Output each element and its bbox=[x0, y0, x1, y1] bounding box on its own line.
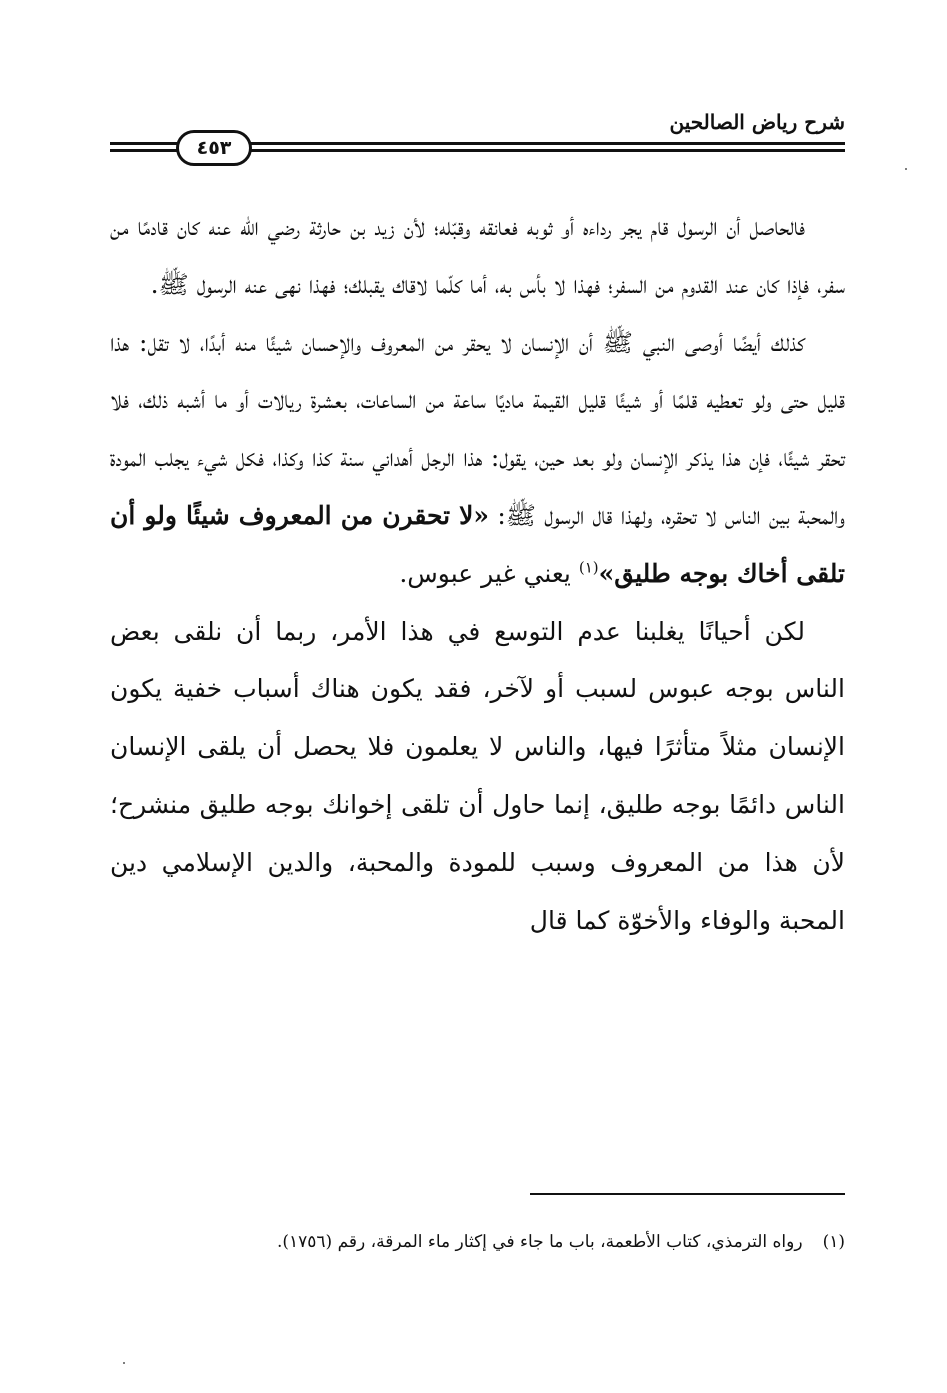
paragraph-1: فالحاصل أن الرسول قام يجر رداءه أو ثوبه فعانقه وقبّله؛ لأن زيد بن حارثة رضي الله عنه كان قادمًا من سفر، فإذا كان عند القدوم من السفر؛ فهذا لا بأس به، أما كلّما لاقاك يقبلك؛ فهذا نهى عنه الرسول ﷺ. bbox=[110, 212, 845, 299]
footnote-number: (١) bbox=[822, 1232, 845, 1252]
scan-speck bbox=[905, 168, 907, 170]
paragraph-2-text-a: كذلك أيضًا أوصى النبي ﷺ أن الإنسان لا يحقر من المعروف والإحسان شيئًا منه أبدًا، لا تقل: هذا قليل حتى ولو تعطيه قلمًا أو شيئًا قليل القيمة ماديًا ساعة من الساعات، بعشرة ريالات أو ما أشبه ذلك، فلا تحقر شيئًا، فإن هذا يذكر الإنسان ولو بعد حين، يقول: هذا الرجل أهداني سنة كذا وكذا، فكل شيء يجلب المودة والمحبة بين الناس لا تحقره، ولهذا قال الرسول ﷺ: bbox=[110, 327, 845, 530]
footnote-reference: (١) bbox=[578, 558, 599, 577]
page-number: ٤٥٣ bbox=[196, 137, 232, 159]
hadith-quote: «لا تحقرن من المعروف شيئًا ولو أن تلقى أخاك بوجه طليق» bbox=[110, 500, 845, 588]
page-number-badge bbox=[176, 130, 252, 166]
book-title: شرح رياض الصالحين bbox=[669, 110, 845, 134]
main-text bbox=[110, 198, 845, 949]
page-header bbox=[110, 110, 845, 159]
footnote-text: رواه الترمذي، كتاب الأطعمة، باب ما جاء في إكثار ماء المرقة، رقم (١٧٥٦). bbox=[276, 1232, 803, 1252]
scan-speck bbox=[123, 1362, 125, 1364]
paragraph-2-text-b: يعني غير عبوس. bbox=[399, 558, 579, 588]
footnote bbox=[110, 1232, 845, 1252]
footnote-separator bbox=[530, 1193, 845, 1195]
paragraph-2 bbox=[110, 314, 845, 603]
paragraph-3: لكن أحيانًا يغلبنا عدم التوسع في هذا الأمر، ربما أن نلقى بعض الناس بوجه عبوس لسبب أو لآخر، فقد يكون هناك أسباب خفية يكون الإنسان مثلاً متأثرًا فيها، والناس لا يعلمون فلا يحصل أن يلقى الإنسان الناس دائمًا بوجه طليق، إنما حاول أن تلقى إخوانك بوجه طليق منشرح؛ لأن هذا من المعروف وسبب للمودة والمحبة، والدين الإسلامي دين المحبة والوفاء والأخوّة كما قال bbox=[110, 616, 845, 935]
